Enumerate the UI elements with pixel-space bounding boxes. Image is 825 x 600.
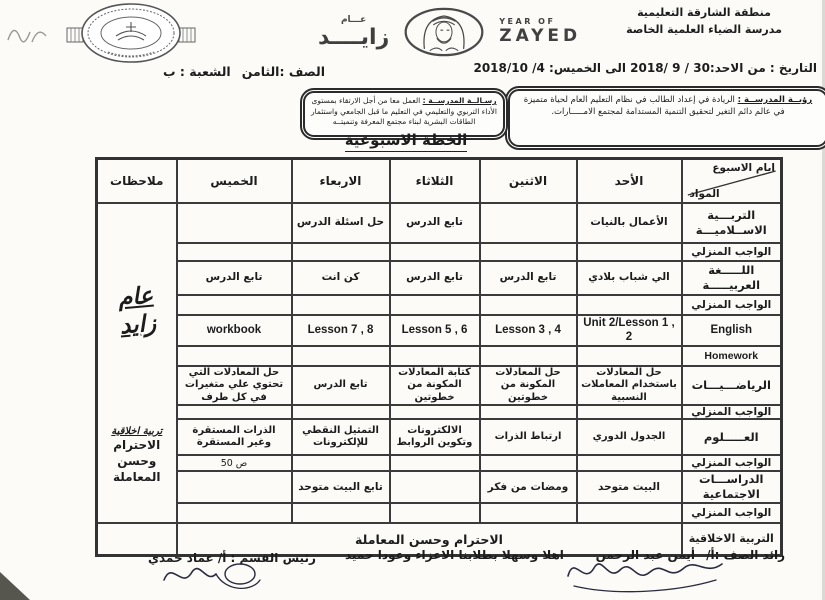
weekly-plan-table-wrap (95, 157, 783, 557)
lesson-cell-r5-d4 (177, 471, 292, 503)
lesson-cell-r2-d3: Lesson 7 , 8 (292, 315, 390, 346)
subject-cell-4: العـــــلوم (682, 419, 782, 455)
school-seal-icon (66, 2, 196, 68)
zayed-note-line1: عام (116, 281, 155, 312)
homework-row-0 (97, 243, 782, 261)
lesson-cell-r1-d2: تابع الدرس (390, 261, 480, 295)
homework-cell-r3-d1 (480, 405, 577, 419)
zayed-label: ZAYED (499, 26, 582, 47)
lesson-cell-r2-d1: Lesson 3 , 4 (480, 315, 577, 346)
section-label: الشعبة : ب (163, 64, 231, 79)
day-header-2: الثلاثاء (390, 159, 480, 204)
lesson-cell-r5-d2 (390, 471, 480, 503)
subject-row-2 (97, 315, 782, 346)
homework-cell-r1-d2 (390, 295, 480, 315)
year-of-zayed-wordmark (499, 18, 581, 45)
subject-cell-0: التربـــية الاســلاميـــة (682, 203, 782, 243)
homework-cell-r4-d4: ص 50 (177, 455, 292, 471)
scan-mark-icon (4, 14, 50, 50)
homework-cell-r3-d2 (390, 405, 480, 419)
lesson-cell-r4-d2: الالكترونات وتكوين الروابط (390, 419, 480, 455)
lesson-cell-r1-d0: الي شباب بلادي (577, 261, 682, 295)
school-name: مدرسة الضياء العلمية الخاصة (626, 23, 782, 37)
lesson-cell-r1-d3: كن انت (292, 261, 390, 295)
notes-header: ملاحظات (97, 159, 177, 204)
lesson-cell-r4-d1: ارتباط الذرات (480, 419, 577, 455)
homework-cell-r0-d2 (390, 243, 480, 261)
homework-cell-r2-d0 (577, 346, 682, 366)
moral-subject-cell: التربية الاخلاقية (682, 523, 782, 556)
subject-cell-5: الدراســـات الاجتماعية (682, 471, 782, 503)
homework-cell-r2-d3 (292, 346, 390, 366)
page-title: الخطة الاسبوعية (336, 131, 476, 149)
homework-label-0: الواجب المنزلي (682, 243, 782, 261)
signature-right-icon (556, 542, 736, 598)
moral-note-title: تربية اخلاقية (111, 425, 163, 437)
homework-cell-r0-d0 (577, 243, 682, 261)
welcome-message: اهلا وسهلا بطلابنا الاعزاء وعودا حميد (345, 548, 564, 562)
homework-cell-r5-d2 (390, 503, 480, 523)
zayed-year-note (98, 280, 176, 341)
homework-cell-r3-d3 (292, 405, 390, 419)
vision-title: رؤيــة المدرســة : (737, 95, 813, 105)
homework-cell-r0-d4 (177, 243, 292, 261)
class-leader-label: رائد الصف :أ/ (706, 548, 785, 562)
lesson-cell-r0-d4 (177, 203, 292, 243)
homework-label-4: الواجب المنزلي (682, 455, 782, 471)
lesson-cell-r0-d1 (480, 203, 577, 243)
homework-row-5 (97, 503, 782, 523)
lesson-cell-r3-d4: حل المعادلات التي تحتوي علي متغيرات في كل طرف (177, 366, 292, 406)
homework-label-5: الواجب المنزلي (682, 503, 782, 523)
homework-cell-r0-d3 (292, 243, 390, 261)
homework-cell-r3-d4 (177, 405, 292, 419)
homework-cell-r1-d1 (480, 295, 577, 315)
subject-cell-2: English (682, 315, 782, 346)
subject-row-4 (97, 419, 782, 455)
zayed-arabic-wordmark (318, 16, 389, 49)
homework-cell-r5-d3 (292, 503, 390, 523)
homework-cell-r5-d0 (577, 503, 682, 523)
page-corner-fold (0, 572, 30, 600)
day-header-3: الاربعاء (292, 159, 390, 204)
zayed-arabic-big-label: زايــــد (318, 24, 390, 50)
lesson-cell-r4-d0: الجدول الدوري (577, 419, 682, 455)
lesson-cell-r4-d4: الذرات المستقرة وغير المستقرة (177, 419, 292, 455)
homework-label-3: الواجب المنزلي (682, 405, 782, 419)
homework-cell-r1-d3 (292, 295, 390, 315)
homework-cell-r4-d1 (480, 455, 577, 471)
zayed-arabic-small-label: عـــام (340, 14, 367, 25)
dept-head-label: رئيس القسم : أ/ عماد حمدي (148, 551, 316, 565)
zayed-portrait-icon (403, 6, 485, 58)
lesson-cell-r4-d3: التمثيل النقطي للإلكترونات (292, 419, 390, 455)
subject-row-0 (97, 203, 782, 243)
moral-note-line1: الاحترام (113, 437, 161, 452)
weekly-plan-table (95, 157, 783, 557)
class-section-line (163, 64, 325, 79)
corner-subjects-label: المواد (689, 188, 720, 200)
education-zone-name: منطقة الشارقة التعليمية (637, 6, 771, 19)
school-header-text (595, 4, 813, 38)
homework-row-2 (97, 346, 782, 366)
subject-row-3 (97, 366, 782, 406)
homework-cell-r4-d0 (577, 455, 682, 471)
day-header-4: الخميس (177, 159, 292, 204)
lesson-cell-r5-d0: البيت متوحد (577, 471, 682, 503)
homework-cell-r2-d4 (177, 346, 292, 366)
lesson-cell-r5-d1: ومضات من فكر (480, 471, 577, 503)
homework-cell-r5-d1 (480, 503, 577, 523)
class-label: الصف :الثامن (241, 64, 325, 79)
homework-label-1: الواجب المنزلي (682, 295, 782, 315)
vision-text: الريادة في إعداد الطالب في نظام التعليم العام لحياة متميزة في عالم دائم التغير لتحقيق التنمية المستدامة لمجتمع الامـــــارات. (523, 95, 785, 117)
moral-value-cell: الاحترام وحسن المعاملة (177, 523, 682, 556)
subject-row-1 (97, 261, 782, 295)
homework-cell-r4-d2 (390, 455, 480, 471)
homework-cell-r0-d1 (480, 243, 577, 261)
lesson-cell-r2-d2: Lesson 5 , 6 (390, 315, 480, 346)
mission-text: العمل معا من أجل الارتقاء بمستوى الأداء التربوي والتعليمي في التعليم ما قبل الجامعي واستثمار الطاقات البشرية لبناء مجتمع المعرفة وتنميتــه (311, 96, 497, 126)
subject-row-5 (97, 471, 782, 503)
week-date-range: التاريخ : من الاحد:30 / 9 /2018 الى الخميس: 4/ 2018/10 (473, 61, 817, 75)
homework-row-1 (97, 295, 782, 315)
homework-cell-r4-d3 (292, 455, 390, 471)
notes-column-cell (97, 203, 177, 523)
lesson-cell-r3-d3: تابع الدرس (292, 366, 390, 406)
lesson-cell-r3-d0: حل المعادلات باستخدام المعاملات النسبية (577, 366, 682, 406)
signature-left-icon (156, 552, 271, 600)
lesson-cell-r5-d3: تابع البيت متوحد (292, 471, 390, 503)
lesson-cell-r2-d0: Unit 2/Lesson 1 , 2 (577, 315, 682, 346)
zayed-note-line2: زايد (118, 308, 158, 339)
table-header-row (97, 159, 782, 204)
lesson-cell-r1-d1: تابع الدرس (480, 261, 577, 295)
mission-title: رسـالــة المدرســة : (422, 96, 497, 105)
lesson-cell-r3-d2: كتابة المعادلات المكونة من خطوتين (390, 366, 480, 406)
class-leader-name: أيمن عبد الرحمن (595, 548, 695, 562)
lesson-cell-r0-d3: حل اسئلة الدرس (292, 203, 390, 243)
day-header-0: الأحد (577, 159, 682, 204)
lesson-cell-r3-d1: حل المعادلات المكونة من خطوتين (480, 366, 577, 406)
homework-cell-r2-d2 (390, 346, 480, 366)
lesson-cell-r2-d4: workbook (177, 315, 292, 346)
corner-days-label: ايام الاسبوع (712, 162, 775, 174)
school-vision-box (505, 86, 825, 150)
subject-cell-3: الرياضـــيـــات (682, 366, 782, 406)
year-of-zayed-logo (318, 4, 586, 60)
homework-cell-r3-d0 (577, 405, 682, 419)
homework-cell-r2-d1 (480, 346, 577, 366)
homework-cell-r1-d4 (177, 295, 292, 315)
lesson-cell-r0-d2: تابع الدرس (390, 203, 480, 243)
lesson-cell-r1-d4: تابع الدرس (177, 261, 292, 295)
homework-row-3 (97, 405, 782, 419)
subject-cell-1: اللـــــغة العربيـــــة (682, 261, 782, 295)
moral-note-line2: وحسن (117, 454, 157, 469)
homework-cell-r5-d4 (177, 503, 292, 523)
homework-cell-r1-d0 (577, 295, 682, 315)
homework-label-2: Homework (682, 346, 782, 366)
year-of-label: YEAR OF (499, 17, 556, 27)
homework-row-4 (97, 455, 782, 471)
moral-note-line3: المعاملة (112, 470, 161, 485)
lesson-cell-r0-d0: الأعمال بالنيات (577, 203, 682, 243)
day-header-1: الاثنين (480, 159, 577, 204)
days-subjects-corner-cell (682, 159, 782, 204)
